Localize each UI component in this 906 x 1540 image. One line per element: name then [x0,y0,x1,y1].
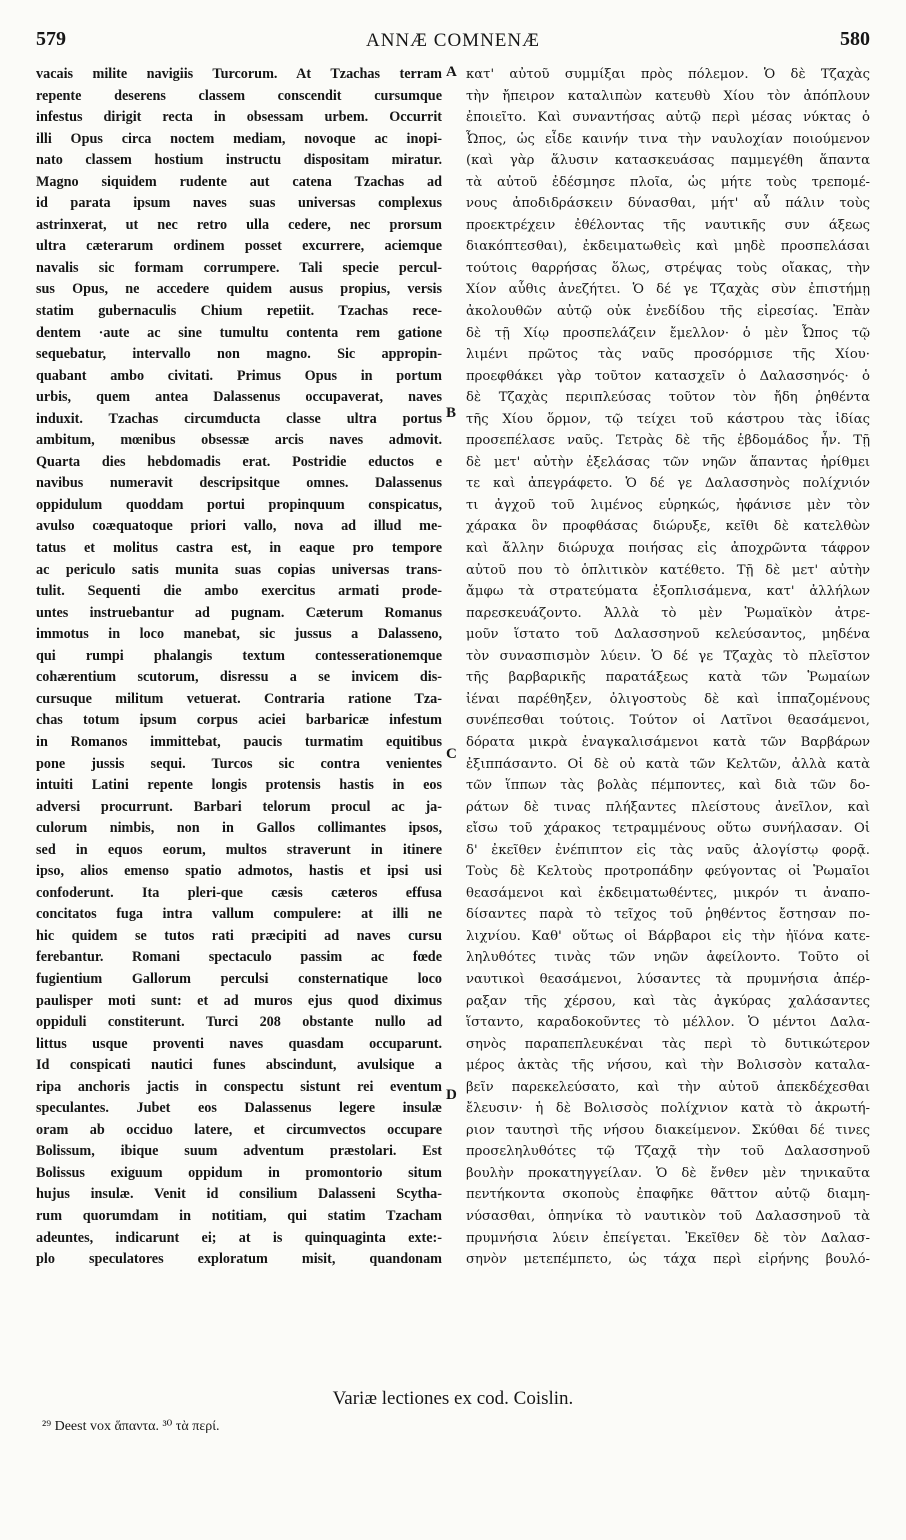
text-line: δόρατα μικρὰ ἐναγκαλισάμενοι κατὰ τῶν Βαρβάρων [466,734,870,750]
text-line: avulso coæquatoque priori vallo, nova ad illud me- [36,518,442,535]
text-line: Id conspicati nautici funes abscindunt, avulsique a [36,1057,442,1074]
text-line: ραξαν τῆς χέρσου, καὶ τὰς ἀγκύρας χαλάσαντες [466,993,870,1009]
text-line: ferebantur. Romani spectaculo passim ac fœde [36,949,442,966]
text-line: untes instruebantur ad pugnam. Cæterum Romanus [36,604,442,621]
section-marker-a: A [446,64,457,80]
section-marker-d: D [446,1087,457,1103]
text-line: δίσαντες παρὰ τὸ τεῖχος τοῦ ῥηθέντος ἔστησαν πο- [466,907,870,923]
text-line: λιχνίου. Καθ' οὕτως οἱ Βάρβαροι εἰς τὴν ἠϊόνα κατε- [466,928,870,944]
text-line: sequebatur, intervallo non magno. Sic appropin- [36,346,442,363]
text-line: repente deserens classem conscendit cursumque [36,87,442,104]
text-line: oppiduli constiterunt. Turci 208 obstante nullo ad [36,1014,442,1031]
section-marker-c: C [446,746,457,762]
text-line: τὸν συνασπισμὸν λύειν. Ὁ δέ γε Τζαχὰς τὸ πλεῖστον [466,648,870,664]
text-line: τε καὶ ἀπεγράφετο. Ὁ δέ γε Δαλασσηνὸς πολίχνιόν [466,476,870,492]
page-number-left: 579 [36,28,66,50]
text-line: προεκτρέχειν ἐθέλοντας τῆς ναυτικῆς συν άξεως [466,217,870,233]
text-line: chas totum ipsum corpus aciei barbaricæ infestum [36,712,442,729]
text-line: ac periculo satis munita suas copias universas trans- [36,561,442,578]
text-line: (καὶ γὰρ ἅλυσιν κατασκευάσας παμμεγέθη ἅπαντα [466,153,870,169]
text-line: μοῦν ἵστατο τοῦ Δαλασσηνοῦ κελεύσαντος, μηδένα [466,627,870,643]
text-line: culorum nimbis, non in Gallos collimantes ipsos, [36,820,442,837]
page-header [36,28,870,58]
text-line: τῶν ἵππων τὰς βολὰς πέμποντες, καὶ διὰ τῶν δο- [466,778,870,794]
text-line: Χίον αὖθις ἀνεζήτει. Ὁ δέ γε Τζαχὰς σὺν ἐπιστήμῃ [466,282,870,298]
running-title: ANNÆ COMNENÆ [365,30,541,51]
text-line: oram ab occiduo latere, et circumvectos occupare [36,1121,442,1138]
text-line: Ὦπος, ὡς εἶδε καινήν τινα τὴν ναυλοχίαν ποιούμενον [466,131,870,147]
text-line: συνέπεσθαι τούτοις. Τούτον οἱ Λατῖνοι θεασάμενοι, [466,713,870,729]
text-line: id parata ipsum naves suas universas complexus [36,195,442,212]
text-line: infestus dirigit recta in obsessam urbem. Occurrit [36,109,442,126]
text-line: urbis, quem antea Dalassenus occupaverat, naves [36,389,442,406]
text-line: speculantes. Jubet eos Dalassenus legere insulæ [36,1100,442,1117]
text-line: pone jussis sequi. Turcos sic contra venientes [36,755,442,772]
text-line: nato classem hostium instructu dispositam miratur. [36,152,442,169]
text-line: προεφθάκει γὰρ τοῦτον κατασχεῖν ὁ Δαλασσηνός· ὁ [466,368,870,384]
greek-column [466,64,870,1386]
text-line: πεντήκοντα σκοποὺς ἐπαφῆκε θᾶττον αὐτῷ διαμη- [466,1187,870,1203]
text-line: τούτοις θαρρήσας ὅλως, στρέψας τοὺς οἴακας, τὴν [466,260,870,276]
text-line: adeuntes, indicarunt ei; at is quinquaginta exte:- [36,1229,442,1246]
text-line: χάρακα ὃν προφθάσας διώρυξε, κεῖθι δὲ κατελθὼν [466,519,870,535]
page-number-right: 580 [840,28,870,50]
text-line: ambitum, mœnibus obsessæ arcis naves admovit. [36,432,442,449]
text-line: confoderunt. Ita pleri-que cæsis cæteros effusa [36,884,442,901]
text-line: σηνὸν μετεπέμπετο, ὡς τάχα περὶ εἰρήνης βουλό- [466,1252,870,1268]
text-line: τὰ αὐτοῦ ἐδέσμησε πλοῖα, ὡς μήτε τοὺς τρεπομέ- [466,174,870,190]
text-line: εἴσω τοῦ χάρακος τετραμμένους οὕτω συνήλασαν. Οἱ [466,821,870,837]
text-line: plo speculatores exploratum misit, quandonam [36,1251,442,1268]
text-line: quabant ambo civitati. Primus Opus in portum [36,367,442,384]
text-line: hic quidem se tutos rati præcipiti ad naves cursu [36,927,442,944]
text-line: adversi procurrunt. Barbari telorum procul ac ja- [36,798,442,815]
text-line: ἀκολουθῶν αὐτῷ οὐκ ἐνεδίδου τῆς εἰρεσίας. Ἐπὰν [466,304,870,320]
text-line: tatus et molitus castra est, in eaque pro tempore [36,540,442,557]
footnote-title: Variæ lectiones ex cod. Coislin. [332,1388,574,1409]
text-line: ριον ταυτησὶ τῆς νήσου διακείμενον. Σκύθαι δέ τινες [466,1122,870,1138]
text-line: sed in equos eorum, multos straverunt in itinere [36,841,442,858]
text-line: rum quorumdam in notitiam, qui statim Tzacham [36,1207,442,1224]
text-line: ἐποιεῖτο. Καὶ συναντήσας αὐτῷ περὶ μέσας νύκτας ὁ [466,110,870,126]
text-line: λιμένι πρῶτος τὰς ναῦς προσόρμισε τῆς Χίου· [466,347,870,363]
latin-column [36,64,442,1386]
text-line: τῆς Χίου ὅρμον, τῷ τείχει τοῦ κάστρου τὰς ἰδίας [466,411,870,427]
text-line: qui rumpi phalangis textum contesserationemque [36,647,442,664]
text-line: statim gubernaculis Chium repetiit. Tzachas rece- [36,303,442,320]
text-line: νους ἀποδιδράσκειν δύνασθαι, μήτ' αὖ πάλιν τοὺς [466,196,870,212]
text-line: sus Opus, ne accedere quidem ausus propius, versis [36,281,442,298]
text-line: Bolissus exiguum oppidum in promontorio situm [36,1164,442,1181]
footnotes [36,1388,870,1435]
text-line: ultra cæterarum ordinem posset excurrere, aciemque [36,238,442,255]
text-line: δὲ Τζαχὰς περιπλεύσας τοῦτον τὸν ἤδη ῥηθέντα [466,390,870,406]
text-line: τῆς βαρβαρικῆς παρατάξεως κατὰ τῶν Ῥωμαίων [466,670,870,686]
text-line: oppidulum quoddam portui propinquum conspicatus, [36,496,442,513]
text-line: τι ἀγχοῦ τοῦ λιμένος εὑρηκώς, ἠφάνισε μὲν τὸν [466,497,870,513]
text-line: καὶ ἄλλην διώρυχα ποιήσας εἰς ἀποχρῶντα τάφρον [466,541,870,557]
text-line: Magno siquidem rudente aut catena Tzachas ad [36,173,442,190]
text-line: vacais milite navigiis Turcorum. At Tzachas terram [36,66,442,82]
text-line: navibus numeravit descripsitque omnes. Dalassenus [36,475,442,492]
text-line: σηνὸς παραπεπλευκέναι τὰς περὶ τὸ δυτικώτερον [466,1036,870,1052]
text-line: cursuque militum vetuerat. Contraria ratione Tza- [36,690,442,707]
text-line: διακόπτεσθαι), ἐκδειματωθεὶς καὶ μηδὲ προσπελάσαι [466,239,870,255]
text-line: προσεπέλασε ναῦς. Τετρὰς δὲ τῆς ἑβδομάδος ἦν. Τῇ [466,433,870,449]
text-line: δὲ τῇ Χίῳ προσπελάζειν ἔμελλον· ὁ μὲν Ὦπος τῷ [466,325,870,341]
text-line: fugientium Gallorum perculsi consternatique loco [36,970,442,987]
text-line: ἰέναι παρέθηξεν, ὀλιγοστοὺς δὲ καὶ ἱππαζομένους [466,691,870,707]
text-line: in Romanos immittebat, paucis turmatim equitibus [36,733,442,750]
text-line: μέρος ἀκτὰς τῆς νήσου, καὶ τὴν Βολισσὸν καταλα- [466,1058,870,1074]
text-line: illi Opus circa noctem mediam, novoque ac inopi- [36,130,442,147]
section-marker-b: B [446,405,457,421]
text-line: ἄμφω τὰ στρατεύματα ἐξοπλισάμενα, κατ' ἀλλήλων [466,584,870,600]
text-line: παρεσκευάζοντο. Ἀλλὰ τὸ μὲν Ῥωμαϊκὸν ἀτρε- [466,605,870,621]
text-line: astrinxerat, ut nec retro ulla cedere, nec prorsum [36,216,442,233]
text-line: αὐτοῦ που τὸ ὁπλιτικὸν κατέθετο. Τῇ δὲ μετ' αὐτὴν [466,562,870,578]
text-line: immotus in loco manebat, sic jussus a Dalasseno, [36,626,442,643]
text-line: ripa anchoris jactis in conspectu sistunt rei eventum [36,1078,442,1095]
text-line: νύσασθαι, ὁπηνίκα τὸ ναυτικὸν τοῦ Δαλασσηνοῦ τὰ [466,1208,870,1224]
text-line: ἐξιππάσαντο. Οἱ δὲ οὐ κατὰ τῶν Κελτῶν, ἀλλὰ κατὰ [466,756,870,772]
text-line: littus usque proventi naves quasdam occuparunt. [36,1035,442,1052]
text-line: paulisper moti sunt: et ad muros ejus quod diximus [36,992,442,1009]
text-line: Τοὺς δὲ Κελτοὺς προτροπάδην φεύγοντας οἱ Ῥωμαῖοι [466,864,870,880]
text-line: προσεληλυθότες τῷ Τζαχᾷ τὴν τοῦ Δαλασσηνοῦ [466,1144,870,1160]
text-line: θεασάμενοι καὶ ἐκδειματωθέντες, μικρόν τι ἀναπο- [466,885,870,901]
text-line: cohærentium scutorum, disressu a se invicem dis- [36,669,442,686]
text-line: πρυμνήσια λύειν ἐπείγεται. Ἐκεῖθεν δὲ τὸν Δαλασ- [466,1230,870,1246]
text-line: Bolissum, ibique suum adventum præstolari. Est [36,1143,442,1160]
text-line: δὲ μετ' αὐτὴν ἐξελάσας τῶν νηῶν ἅπαντας ἠρίθμει [466,454,870,470]
text-line: dentem ·aute ac sine tumultu contenta rem gatione [36,324,442,341]
text-line: ράτων δὲ τινας πλήξαντες πλείστους ἀνεῖλον, καὶ [466,799,870,815]
text-line: τὴν ἤπειρον καταλιπὼν κατευθὺ Χίου τὸν ἀπόπλουν [466,88,870,104]
text-line: Quarta dies hebdomadis erat. Postridie eductos e [36,453,442,470]
text-line: βεῖν παρεκελεύσατο, καὶ τὴν αὐτοῦ ἀπεκδέχεσθαι [466,1079,870,1095]
text-line: βουλὴν προκατηγγείλαν. Ὁ δὲ ἔνθεν μὲν τηνικαῦτα [466,1165,870,1181]
text-line: tulit. Sequenti die ambo exercitus armati prode- [36,583,442,600]
text-line: intuiti Latini repente longis protensis hastis in eos [36,777,442,794]
text-line: ἵσταντο, καραδοκοῦντες τὸ μέλλον. Ὁ μέντοι Δαλα- [466,1015,870,1031]
text-line: hujus insulæ. Venit id consilium Dalasseni Scytha- [36,1186,442,1203]
text-line: concitatos fuga intra vallum compulere: at illi ne [36,906,442,923]
text-line: navalis sic formam corrumpere. Tali specie percul- [36,259,442,276]
text-line: ipso, alios emenso spatio admotos, hastis et ipsi usi [36,863,442,880]
text-line: ἔλευσιν· ἡ δὲ Βολισσὸς πολίχνιον κατὰ τὸ ἀκρωτή- [466,1101,870,1117]
text-line: ληλυθότες τινὰς τῶν νηῶν ἀφείλοντο. Τοῦτο οἱ [466,950,870,966]
text-line: induxit. Tzachas circumducta classe ultra portus [36,410,442,427]
text-line: κατ' αὐτοῦ συμμίξαι πρὸς πόλεμον. Ὁ δὲ Τζαχὰς [466,67,870,82]
footnote-text: ²⁹ Deest vox ἅπαντα. ³⁰ τὰ περί. [42,1419,220,1434]
text-line: ναυτικοὶ θεασάμενοι, λύσαντες τὰ πρυμνήσια ἀπέρ- [466,971,870,987]
text-line: δ' ἐκεῖθεν ἐνέπιπτον εἰς τὰς ναῦς ἀλογίστῳ φορᾷ. [466,842,870,858]
